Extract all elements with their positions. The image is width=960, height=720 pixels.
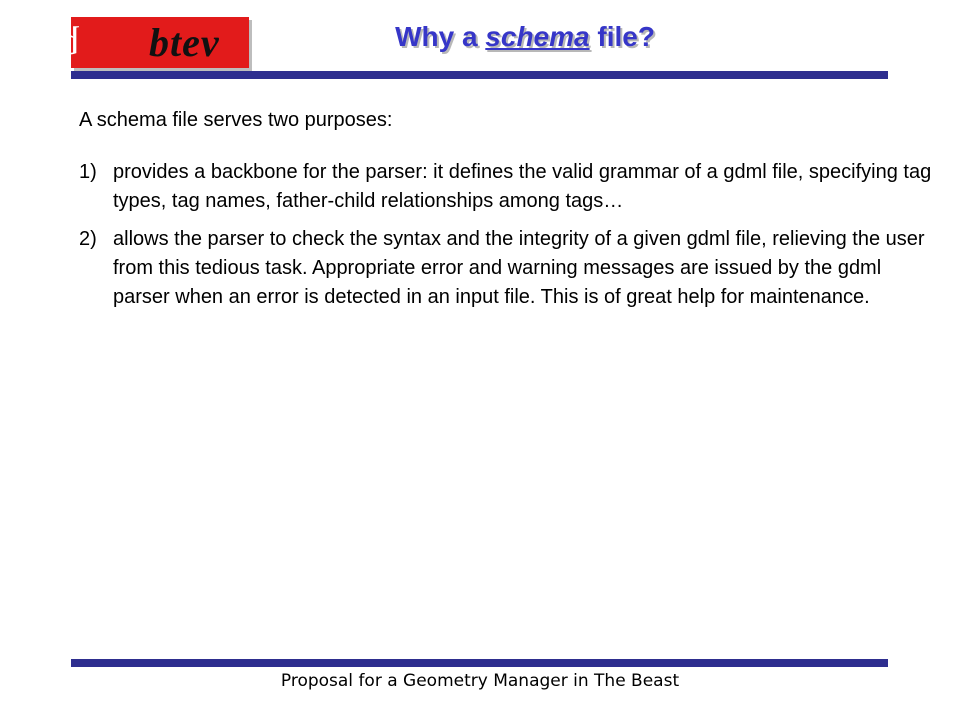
- title-prefix: Why a: [395, 21, 486, 52]
- logo-mirrored-text: btev: [6, 18, 79, 63]
- slide-body: [79, 106, 939, 321]
- slide-title: [260, 21, 790, 53]
- btev-logo: [6, 17, 249, 68]
- list-item: [79, 158, 939, 216]
- list-item-text: provides a backbone for the parser: it defines the valid grammar of a gdml file, specifying tag types, tag names, father-child relationships among tags…: [113, 161, 932, 212]
- top-divider: [71, 71, 888, 79]
- list-item-number: 2): [79, 228, 97, 250]
- list-item-text: allows the parser to check the syntax and the integrity of a given gdml file, relieving the user from this tedious task. Appropriate error and warning messages are issued by the gdml parser when an error is detected in an input file. This is of great help for maintenance.: [113, 228, 925, 308]
- list-item: [79, 225, 939, 312]
- bottom-divider: [71, 659, 888, 667]
- title-suffix: file?: [589, 21, 655, 52]
- intro-text: A schema file serves two purposes:: [79, 109, 393, 131]
- logo-main-text: btev: [149, 20, 220, 65]
- footer-text: Proposal for a Geometry Manager in The Beast: [280, 671, 680, 691]
- title-emphasis: schema: [485, 21, 590, 52]
- list-item-number: 1): [79, 161, 97, 183]
